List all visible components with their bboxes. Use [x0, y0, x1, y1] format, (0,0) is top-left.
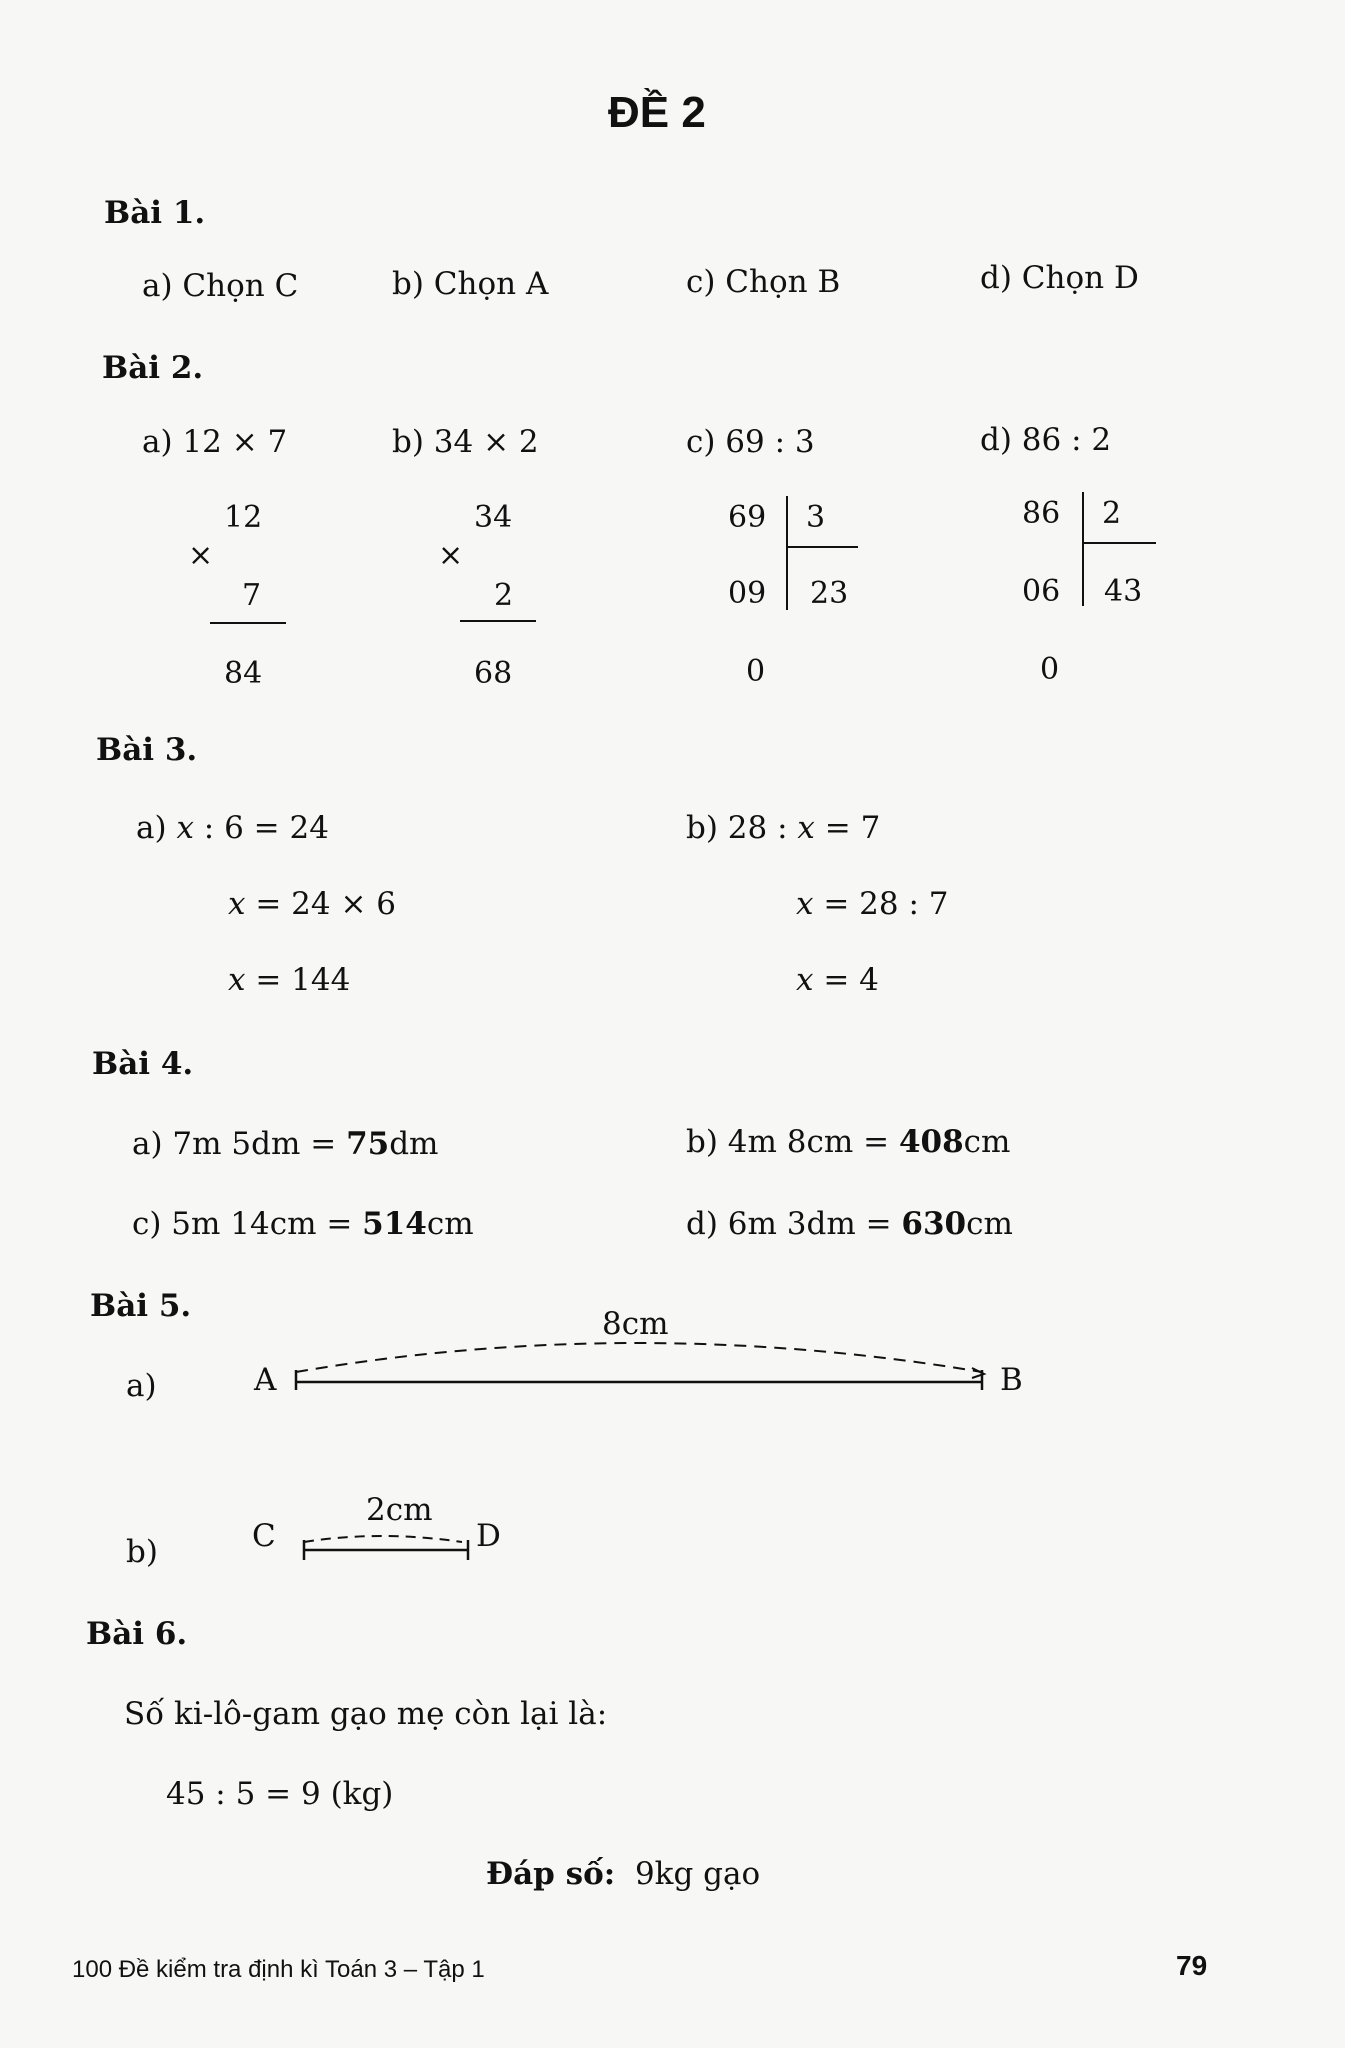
bai2b-bottom: 2	[494, 578, 514, 613]
bai1-answer-c: c) Chọn B	[686, 264, 841, 300]
bai2-label-c: c) 69 : 3	[686, 424, 815, 460]
bai1-heading: Bài 1.	[104, 195, 206, 231]
bai1-answer-d: d) Chọn D	[980, 260, 1139, 296]
bai4-c: c) 5m 14cm = 514cm	[132, 1206, 474, 1242]
bai4-b: b) 4m 8cm = 408cm	[686, 1124, 1011, 1160]
bai5b-point-d: D	[476, 1518, 501, 1554]
bai2b-top: 34	[474, 500, 513, 535]
bai2a-sign: ×	[188, 538, 214, 573]
bai2d-step: 06	[1022, 574, 1061, 609]
bai3b-line3: x = 4	[796, 962, 879, 998]
bai2d-divisor: 2	[1102, 496, 1122, 531]
bai2c-quotient: 23	[810, 576, 849, 611]
bai2d-vline	[1082, 492, 1084, 606]
footer-book-title: 100 Đề kiểm tra định kì Toán 3 – Tập 1	[72, 1956, 485, 1983]
bai2c-step: 09	[728, 576, 767, 611]
bai3-heading: Bài 3.	[96, 732, 198, 768]
bai2-heading: Bài 2.	[102, 350, 204, 386]
bai4-heading: Bài 4.	[92, 1046, 194, 1082]
bai2c-divisor: 3	[806, 500, 826, 535]
bai6-answer: Đáp số: 9kg gạo	[486, 1856, 761, 1892]
bai2c-dividend: 69	[728, 500, 767, 535]
bai5a-label: a)	[126, 1368, 157, 1404]
bai2a-result: 84	[224, 656, 263, 691]
bai6-line1: Số ki-lô-gam gạo mẹ còn lại là:	[124, 1696, 608, 1732]
bai3a-line1: a) x : 6 = 24	[136, 810, 329, 846]
bai2b-result: 68	[474, 656, 513, 691]
page-title: ĐỀ 2	[608, 88, 706, 137]
bai2a-top: 12	[224, 500, 263, 535]
bai2c-remainder: 0	[746, 654, 766, 689]
bai5b-segment	[290, 1514, 480, 1564]
bai5a-length: 8cm	[602, 1306, 669, 1342]
bai2c-hline	[786, 546, 858, 548]
bai2d-remainder: 0	[1040, 652, 1060, 687]
bai3a-line3: x = 144	[228, 962, 351, 998]
bai2a-bottom: 7	[242, 578, 262, 613]
bai3b-line2: x = 28 : 7	[796, 886, 949, 922]
bai2d-quotient: 43	[1104, 574, 1143, 609]
bai2b-line	[460, 620, 536, 622]
bai6-heading: Bài 6.	[86, 1616, 188, 1652]
bai2b-sign: ×	[438, 538, 464, 573]
bai3b-line1: b) 28 : x = 7	[686, 810, 881, 846]
bai5a-segment	[280, 1320, 1000, 1390]
bai5a-point-a: A	[254, 1362, 277, 1398]
bai5a-point-b: B	[1000, 1362, 1023, 1398]
bai2c-vline	[786, 496, 788, 610]
bai2-label-b: b) 34 × 2	[392, 424, 539, 460]
bai5-heading: Bài 5.	[90, 1288, 192, 1324]
bai1-answer-b: b) Chọn A	[392, 266, 549, 302]
bai6-line2: 45 : 5 = 9 (kg)	[166, 1776, 394, 1812]
bai5b-label: b)	[126, 1534, 158, 1570]
bai5b-length: 2cm	[366, 1492, 433, 1528]
bai2-label-a: a) 12 × 7	[142, 424, 288, 460]
bai2d-hline	[1082, 542, 1156, 544]
page-number: 79	[1176, 1950, 1208, 1981]
bai2-label-d: d) 86 : 2	[980, 422, 1112, 458]
bai2a-line	[210, 622, 286, 624]
bai1-answer-a: a) Chọn C	[142, 268, 299, 304]
bai5b-point-c: C	[252, 1518, 276, 1554]
bai4-d: d) 6m 3dm = 630cm	[686, 1206, 1013, 1242]
bai2d-dividend: 86	[1022, 496, 1061, 531]
bai4-a: a) 7m 5dm = 75dm	[132, 1126, 439, 1162]
bai3a-line2: x = 24 × 6	[228, 886, 397, 922]
